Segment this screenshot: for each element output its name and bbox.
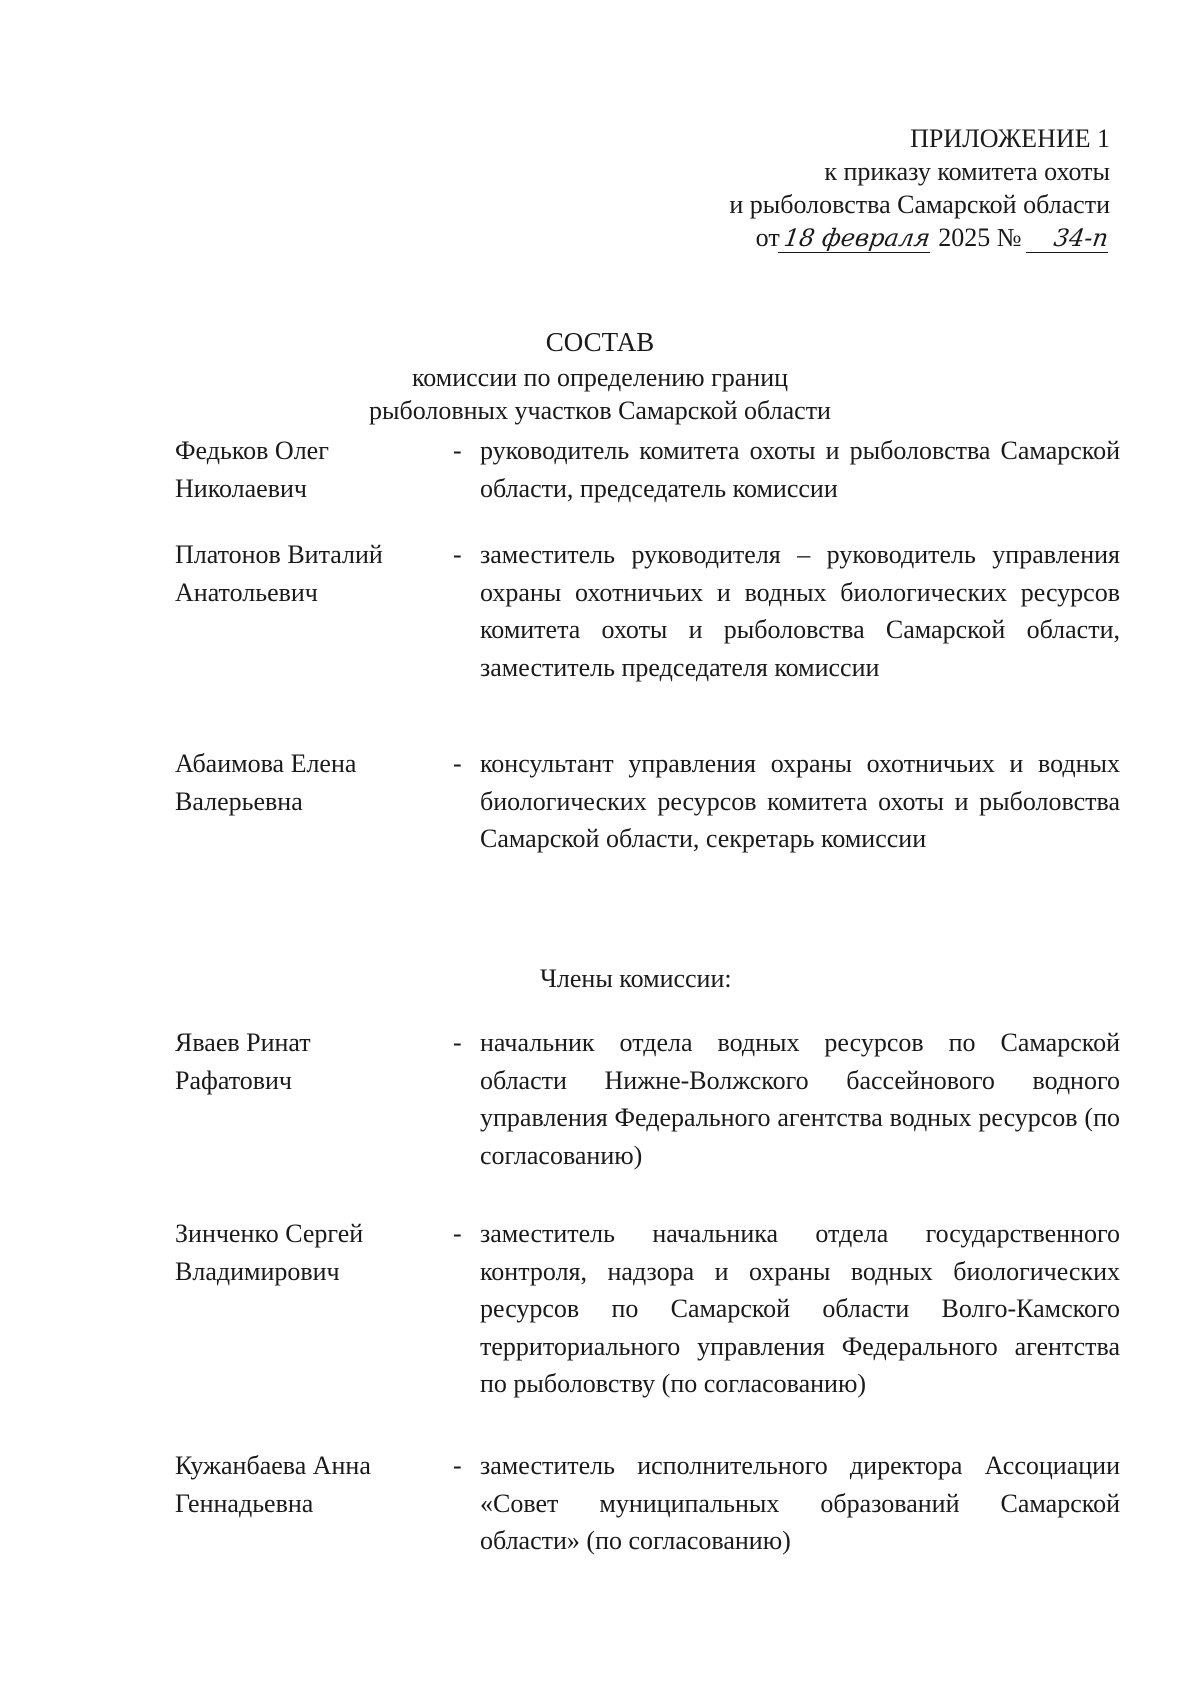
date-prefix: от [755,223,780,252]
member-role: заместитель начальника отдела государственного контроля, надзора и охраны водных биологических ресурсов по Самарской области Волго-Камского территориального управления Федерального агентства по рыболовству (по согласованию) [480,1219,1120,1398]
dash-separator: - [453,1028,462,1057]
member-name: Абаимова Елена Валерьевна [175,749,357,816]
document-subtitle-line-2: рыболовных участков Самарской области [369,396,831,425]
document-subtitle-line-1: комиссии по определению границ [411,363,789,392]
dash-separator: - [453,1219,462,1248]
members-heading: Члены комиссии: [540,964,732,993]
order-year: 2025 № [938,223,1022,252]
appendix-line-2: и рыболовства Самарской области [729,190,1110,219]
member-role: руководитель комитета охоты и рыболовства Самарской области, председатель комиссии [480,436,1120,503]
member-name: Зинченко Сергей Владимирович [175,1219,364,1286]
appendix-title: ПРИЛОЖЕНИЕ 1 [910,124,1110,153]
member-role: начальник отдела водных ресурсов по Самарской области Нижне-Волжского бассейнового водного управления Федерального агентства водных ресурсов (по согласованию) [480,1028,1120,1170]
dash-separator: - [453,1451,462,1480]
dash-separator: - [453,540,462,569]
member-role: консультант управления охраны охотничьих и водных биологических ресурсов комитета охоты и рыболовства Самарской области, секретарь комиссии [480,749,1120,853]
dash-separator: - [453,436,462,465]
member-role: заместитель руководителя – руководитель управления охраны охотничьих и водных биологических ресурсов комитета охоты и рыболовства Самарской области, заместитель председателя комиссии [480,540,1120,682]
appendix-block [510,122,1110,254]
appendix-line-1: к приказу комитета охоты [824,157,1110,186]
member-name: Федьков Олег Николаевич [175,436,329,503]
member-role: заместитель исполнительного директора Ассоциации «Совет муниципальных образований Самарской области» (по согласованию) [480,1451,1120,1555]
member-name: Кужанбаева Анна Геннадьевна [175,1451,371,1518]
appendix-date-line [510,221,1110,254]
member-name: Платонов Виталий Анатольевич [175,540,383,607]
document-title: СОСТАВ [545,327,655,357]
member-name: Яваев Ринат Рафатович [175,1028,311,1095]
dash-separator: - [453,749,462,778]
handwritten-date: 18 февраля [778,224,934,253]
document-title-block [0,326,1200,427]
handwritten-order-number: 34-п [1026,224,1112,253]
